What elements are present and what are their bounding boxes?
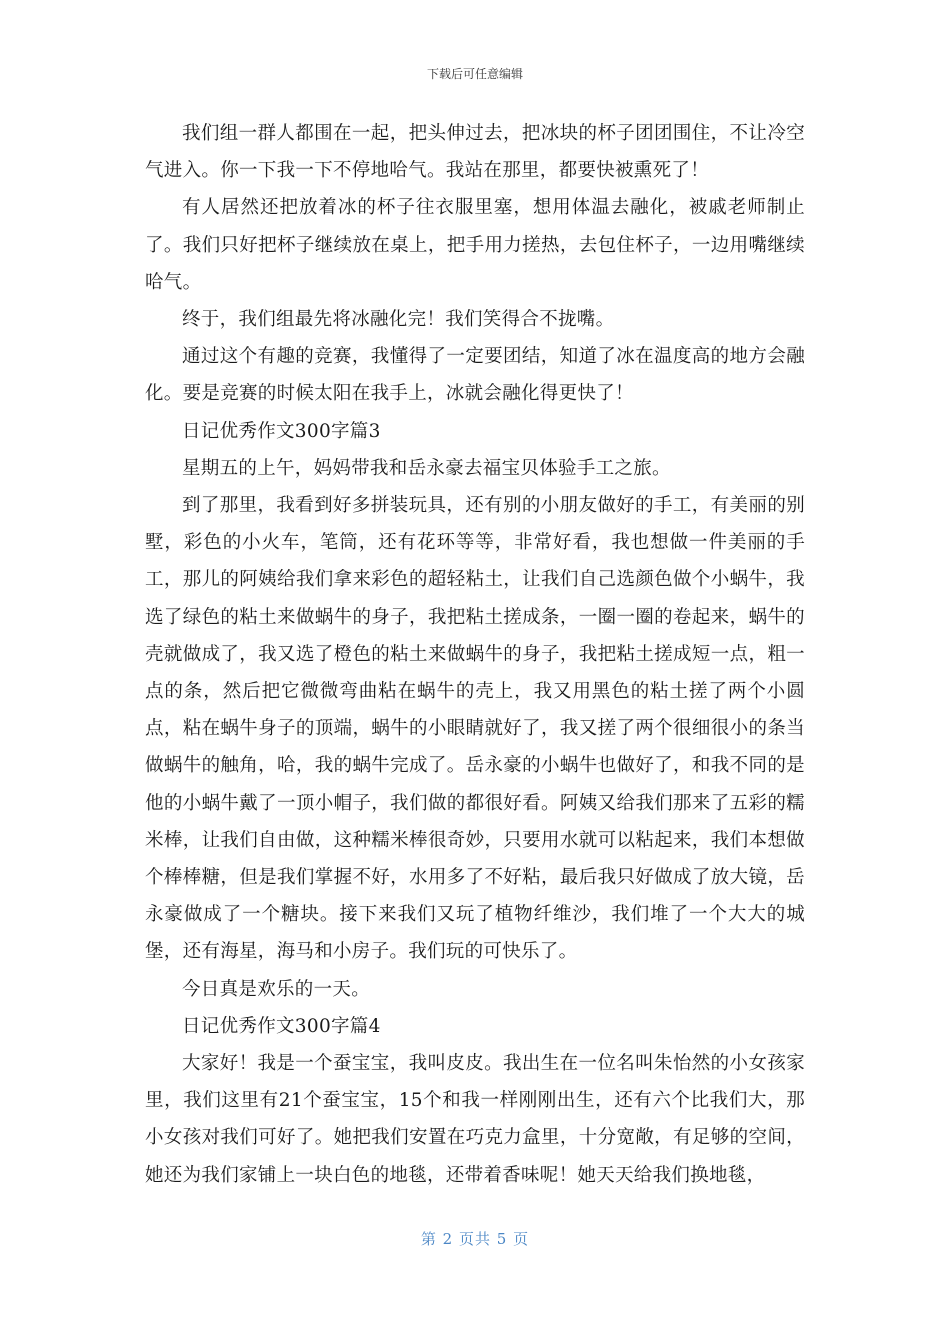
- page-header: 下载后可任意编辑: [426, 67, 523, 81]
- paragraph: 通过这个有趣的竞赛，我懂得了一定要团结，知道了冰在温度高的地方会融化。要是竞赛的时候太阳在我手上，冰就会融化得更快了！: [145, 346, 805, 405]
- paragraph: 我们组一群人都围在一起，把头伸过去，把冰块的杯子团团围住，不让冷空气进入。你一下我一下不停地哈气。我站在那里，都要快被熏死了！: [145, 123, 805, 182]
- paragraph: 有人居然还把放着冰的杯子往衣服里塞，想用体温去融化，被戚老师制止了。我们只好把杯子继续放在桌上，把手用力搓热，去包住杯子，一边用嘴继续哈气。: [145, 197, 805, 293]
- paragraph: 终于，我们组最先将冰融化完！我们笑得合不拢嘴。: [182, 309, 615, 331]
- paragraph: 大家好！我是一个蚕宝宝，我叫皮皮。我出生在一位名叫朱怡然的小女孩家里，我们这里有21个蚕宝宝，15个和我一样刚刚出生，还有六个比我们大，那小女孩对我们可好了。她把我们安置在巧克力盒里，十分宽敞，有足够的空间，她还为我们家铺上一块白色的地毯，还带着香味呢！她天天给我们换地毯，: [145, 1053, 805, 1186]
- page-number-footer: 第 2 页共 5 页: [420, 1230, 530, 1248]
- section-heading: 日记优秀作文300字篇3: [182, 420, 381, 442]
- paragraph: 今日真是欢乐的一天。: [182, 978, 371, 1000]
- section-heading: 日记优秀作文300字篇4: [182, 1015, 381, 1037]
- paragraph: 星期五的上午，妈妈带我和岳永豪去福宝贝体验手工之旅。: [182, 457, 671, 479]
- document-body: [145, 115, 805, 1194]
- paragraph: 到了那里，我看到好多拼装玩具，还有别的小朋友做好的手工，有美丽的别墅，彩色的小火车，笔筒，还有花环等等，非常好看，我也想做一件美丽的手工，那儿的阿姨给我们拿来彩色的超轻粘土，让我们自己选颜色做个小蜗牛，我选了绿色的粘土来做蜗牛的身子，我把粘土搓成条，一圈一圈的卷起来，蜗牛的壳就做成了，我又选了橙色的粘土来做蜗牛的身子，我把粘土搓成短一点，粗一点的条，然后把它微微弯曲粘在蜗牛的壳上，我又用黑色的粘土搓了两个小圆点，粘在蜗牛身子的顶端，蜗牛的小眼睛就好了，我又搓了两个很细很小的条当做蜗牛的触角，哈，我的蜗牛完成了。岳永豪的小蜗牛也做好了，和我不同的是他的小蜗牛戴了一顶小帽子，我们做的都很好看。阿姨又给我们那来了五彩的糯米棒，让我们自由做，这种糯米棒很奇妙，只要用水就可以粘起来，我们本想做个棒棒糖，但是我们掌握不好，水用多了不好粘，最后我只好做成了放大镜，岳永豪做成了一个糖块。接下来我们又玩了植物纤维沙，我们堆了一个大大的城堡，还有海星，海马和小房子。我们玩的可快乐了。: [145, 495, 805, 963]
